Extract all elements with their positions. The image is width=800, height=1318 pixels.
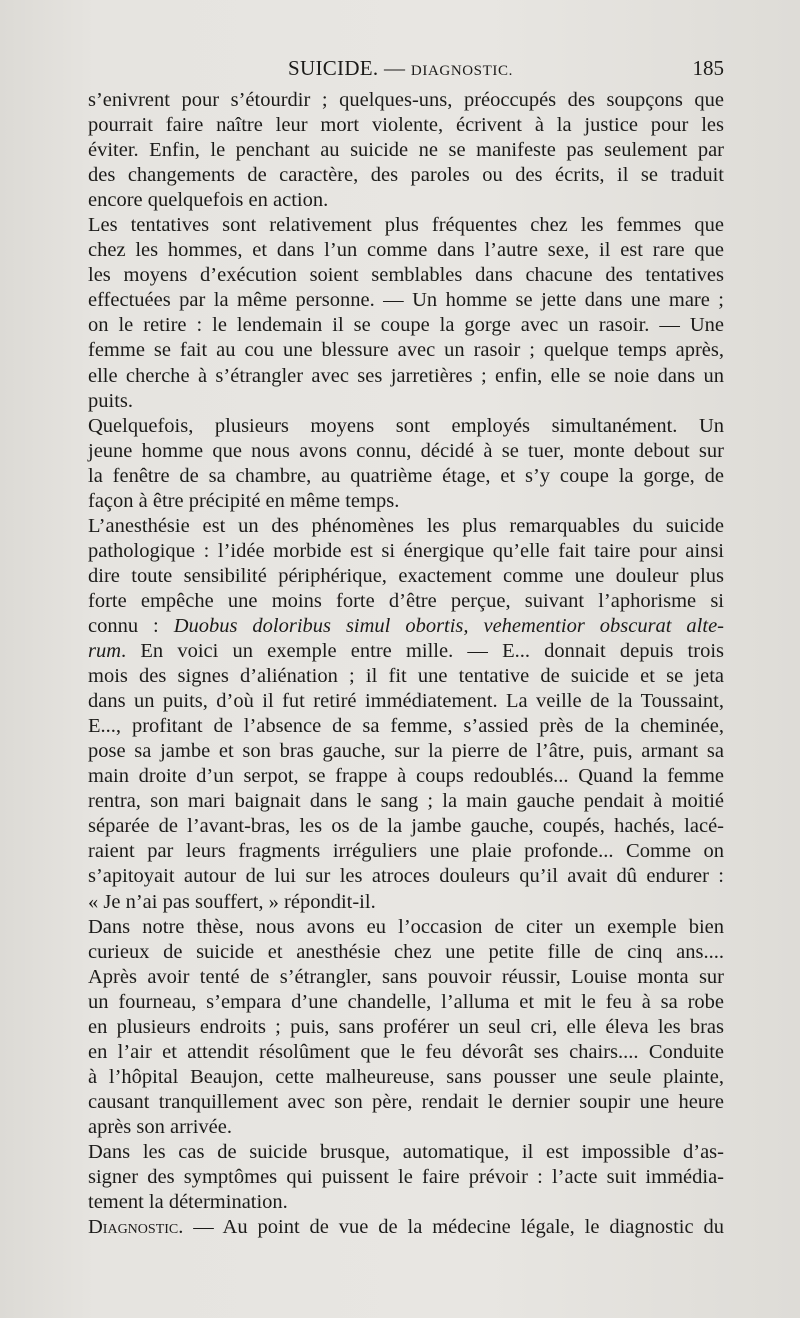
paragraph-3 <box>88 414 724 514</box>
text-line: s’enivrent pour s’étourdir ; quelques-uns, préoccupés des soupçons que <box>88 89 724 111</box>
text-line: puits. <box>88 389 133 412</box>
text-line: « Je n’ai pas souffert, » répondit-il. <box>88 890 376 913</box>
text-line <box>88 639 724 664</box>
text-line: façon à être précipité en même temps. <box>88 489 400 512</box>
text-line: L’anesthésie est un des phénomènes les plus remarquables du suicide <box>88 514 724 537</box>
text-line: mois des signes d’aliénation ; il fit une tentative de suicide et se jeta <box>88 665 724 688</box>
text-line: rentra, son mari baignait dans le sang ; la main gauche pendait à moitié <box>88 790 724 813</box>
paragraph-1 <box>88 88 724 213</box>
latin-aphorism: Duobus doloribus simul obortis, vehementior obscurat alte- <box>173 614 724 637</box>
text-line: femme se fait au cou une blessure avec un rasoir ; quelque temps après, <box>88 339 724 362</box>
text-line: à l’hôpital Beaujon, cette malheureuse, sans pousser une seule plainte, <box>88 1065 724 1088</box>
running-title <box>288 56 513 81</box>
text-line: éviter. Enfin, le penchant au suicide ne se manifeste pas seulement par <box>88 139 724 162</box>
text-line: la fenêtre de sa chambre, au quatrième étage, et s’y coupe la gorge, de <box>88 464 724 487</box>
text-line: curieux de suicide et anesthésie chez une petite fille de cinq ans.... <box>88 940 724 963</box>
text-line: les moyens d’exécution soient semblables dans chacune des tentatives <box>88 264 724 287</box>
text-line: en l’air et attendit résolûment que le feu dévorât ses chairs.... Conduite <box>88 1040 724 1063</box>
running-head <box>88 56 724 82</box>
page-number: 185 <box>692 56 724 80</box>
text-line: chez les hommes, et dans l’un comme dans l’autre sexe, il est rare que <box>88 239 724 262</box>
text-line: Les tentatives sont relativement plus fréquentes chez les femmes que <box>88 214 724 237</box>
text-line: on le retire : le lendemain il se coupe la gorge avec un rasoir. — Une <box>88 314 724 337</box>
text-line: E..., profitant de l’absence de sa femme, s’assied près de la cheminée, <box>88 715 724 738</box>
text-line: en plusieurs endroits ; puis, sans proférer un seul cri, elle éleva les bras <box>88 1015 724 1038</box>
text-line: causant tranquillement avec son père, rendait le dernier soupir une heure <box>88 1090 724 1113</box>
text-line: s’apitoyait autour de lui sur les atroces douleurs qu’il avait dû endurer : <box>88 865 724 888</box>
paragraph-4 <box>88 514 724 915</box>
text-line: elle cherche à s’étrangler avec ses jarretières ; enfin, elle se noie dans un <box>88 364 724 387</box>
text-fragment: — Au point de vue de la médecine légale, le diagnostic du <box>183 1216 724 1239</box>
text-line-with-heading <box>88 1215 724 1240</box>
paragraph-5 <box>88 915 724 1140</box>
text-line: séparée de l’avant-bras, les os de la jambe gauche, coupés, hachés, lacé- <box>88 815 724 838</box>
text-line: des changements de caractère, des paroles ou des écrits, il se traduit <box>88 164 724 187</box>
text-line: raient par leurs fragments irréguliers une plaie profonde... Comme on <box>88 840 724 863</box>
text-line: tement la détermination. <box>88 1191 288 1214</box>
text-line: encore quelquefois en action. <box>88 189 329 212</box>
text-line: pose sa jambe et son bras gauche, sur la pierre de l’âtre, puis, armant sa <box>88 740 724 763</box>
latin-aphorism-end: rum <box>88 640 122 663</box>
text-line: après son arrivée. <box>88 1115 233 1138</box>
paragraph-6 <box>88 1140 724 1215</box>
running-title-sub: DIAGNOSTIC. <box>410 63 513 79</box>
text-line: dans un puits, d’où il fut retiré immédiatement. La veille de la Toussaint, <box>88 690 724 713</box>
text-line: signer des symptômes qui puissent le faire prévoir : l’acte suit immédia- <box>88 1166 724 1189</box>
text-fragment: connu : <box>88 614 174 637</box>
text-line: pourrait faire naître leur mort violente, écrivent à la justice pour les <box>88 114 724 137</box>
running-title-dash: — <box>384 56 406 80</box>
text-line: Quelquefois, plusieurs moyens sont employés simultanément. Un <box>88 414 724 437</box>
text-line: Après avoir tenté de s’étrangler, sans pouvoir réussir, Louise monta sur <box>88 965 724 988</box>
text-line: Dans notre thèse, nous avons eu l’occasion de citer un exemple bien <box>88 915 724 938</box>
text-line: jeune homme que nous avons connu, décidé à se tuer, monte debout sur <box>88 439 724 462</box>
text-line-with-quote <box>88 614 724 639</box>
running-title-main: SUICIDE. <box>288 56 379 80</box>
text-line: effectuées par la même personne. — Un homme se jette dans une mare ; <box>88 289 724 312</box>
text-line: main droite d’un serpot, se frappe à coups redoublés... Quand la femme <box>88 765 724 788</box>
paragraph-2 <box>88 213 724 413</box>
text-line: forte empêche une moins forte d’être perçue, suivant l’aphorisme si <box>88 589 724 612</box>
text-line: pathologique : l’idée morbide est si énergique qu’elle fait taire pour ainsi <box>88 539 724 562</box>
section-heading: Diagnostic. <box>88 1216 184 1239</box>
text-line: Dans les cas de suicide brusque, automatique, il est impossible d’as- <box>88 1140 724 1163</box>
body-text <box>88 88 724 1240</box>
text-line: dire toute sensibilité périphérique, exactement comme une douleur plus <box>88 564 724 587</box>
text-line: un fourneau, s’empara d’une chandelle, l’alluma et mit le feu à sa robe <box>88 990 724 1013</box>
paragraph-7 <box>88 1215 724 1240</box>
text-fragment: . En voici un exemple entre mille. — E... donnait depuis trois <box>121 640 724 663</box>
